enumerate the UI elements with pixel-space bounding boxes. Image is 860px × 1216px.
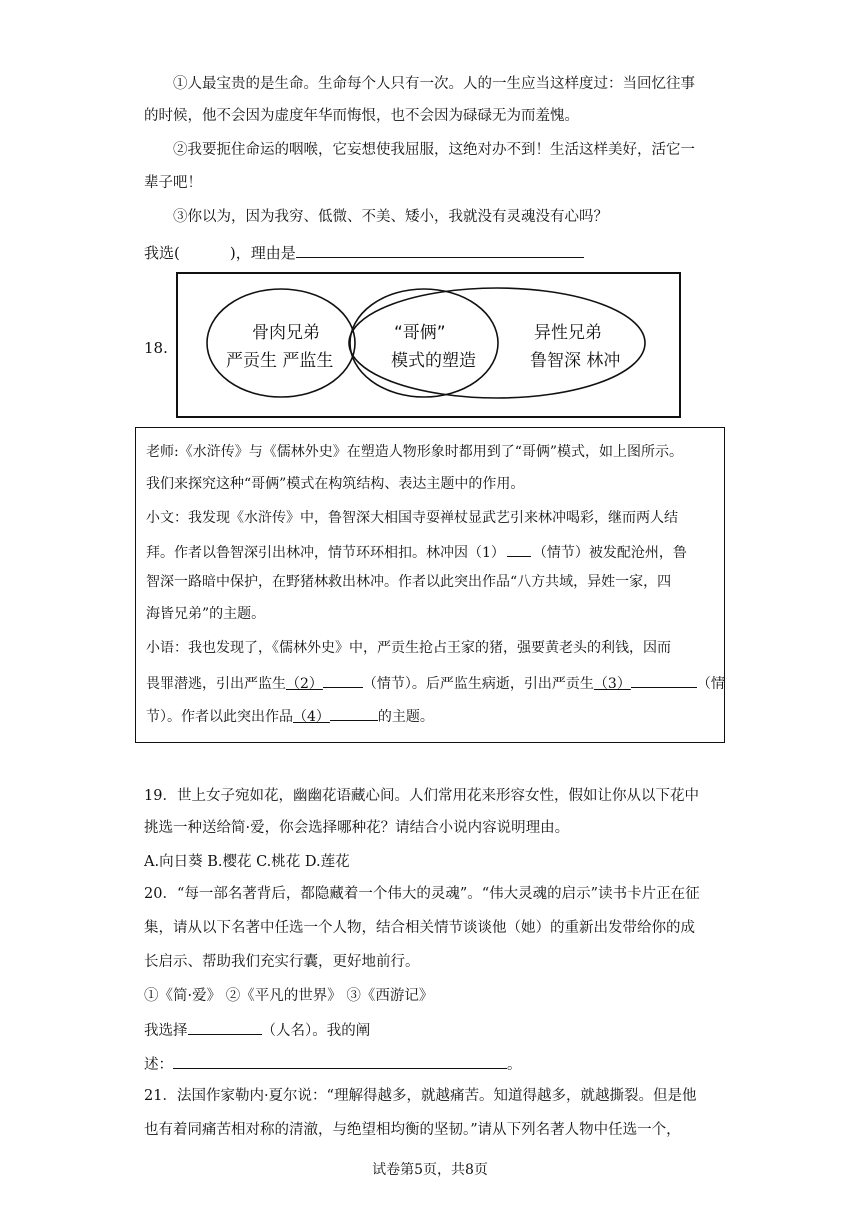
dialog-xiaoyu-line2 xyxy=(146,671,725,694)
dialog-xiaoyu-text-4: 节）。作者以此突出作品 xyxy=(146,709,293,725)
venn-right-ellipse xyxy=(349,288,645,398)
dialog-xiaowen-line2 xyxy=(146,540,687,563)
q20-statement-prefix: 述： xyxy=(144,1057,173,1073)
venn-right-title: 异性兄弟 xyxy=(534,323,602,343)
q20-line3: 长启示、帮助我们充实行囊，更好地前行。 xyxy=(144,954,420,970)
q17-option-1-line2: 的时候，他不会因为虚度年华而悔恨，也不会因为碌碌无为而羞愧。 xyxy=(144,108,579,124)
dialog-xiaoyu-text-2: （情节）。后严监生病逝，引出严贡生 xyxy=(362,676,594,692)
venn-center-title: “哥俩” xyxy=(394,323,446,343)
dialog-xiaowen-text: 拜。作者以鲁智深引出林冲，情节环环相扣。林冲因（1） xyxy=(146,545,505,561)
q20-choice-line xyxy=(144,1018,370,1041)
q20-statement-suffix: 。 xyxy=(507,1057,522,1073)
q17-choice-mid: )，理由是 xyxy=(229,244,296,262)
dialog-xiaoyu-text-3: （情 xyxy=(696,676,725,692)
q20-statement-blank[interactable] xyxy=(173,1052,507,1069)
venn-left-names: 严贡生 严监生 xyxy=(226,351,334,371)
q20-line2: 集，请从以下名著中任选一个人物，结合相关情节谈谈他（她）的重新出发带给你的成 xyxy=(144,920,695,936)
dialog-teacher-line2: 我们来探究这种“哥俩”模式在构筑结构、表达主题中的作用。 xyxy=(146,476,525,492)
q17-option-2-line1: ②我要扼住命运的咽喉，它妄想使我屈服，这绝对办不到！生活这样美好，活它一 xyxy=(173,142,695,158)
blank-1[interactable] xyxy=(507,540,531,557)
dialog-xiaoyu-text: 畏罪潜逃，引出严监生 xyxy=(146,676,286,692)
dialog-xiaoyu-text-5: 的主题。 xyxy=(377,709,434,725)
q17-option-3: ③你以为，因为我穷、低微、不美、矮小，我就没有灵魂没有心吗？ xyxy=(173,209,608,225)
q18-venn-frame xyxy=(176,272,681,418)
q20-name-blank[interactable] xyxy=(188,1018,262,1035)
q17-option-1-line1: ①人最宝贵的是生命。生命每个人只有一次。人的一生应当这样度过：当回忆往事 xyxy=(173,76,695,92)
blank-2[interactable] xyxy=(323,671,363,688)
q18-number: 18. xyxy=(144,339,168,357)
venn-left-ellipse xyxy=(207,289,355,397)
venn-center-subtitle: 模式的塑造 xyxy=(391,351,476,371)
venn-right-names: 鲁智深 林冲 xyxy=(530,351,621,371)
q21-line2: 也有着同痛苦相对称的清澈，与绝望相均衡的坚韧。”请从下列名著人物中任选一个， xyxy=(144,1122,681,1138)
q20-options: ①《简·爱》 ②《平凡的世界》 ③《西游记》 xyxy=(144,988,434,1004)
venn-center-ellipse xyxy=(350,289,498,397)
page-footer: 试卷第5页，共8页 xyxy=(372,1162,488,1178)
q21-line1: 21．法国作家勒内·夏尔说：“理解得越多，就越痛苦。知道得越多，就越撕裂。但是他 xyxy=(144,1088,697,1104)
q19-line2: 挑选一种送给简·爱，你会选择哪种花？请结合小说内容说明理由。 xyxy=(144,820,570,836)
blank-4-label: （4） xyxy=(293,709,330,725)
dialog-xiaowen-line4: 海皆兄弟”的主题。 xyxy=(146,606,266,622)
q20-choice-prefix: 我选择 xyxy=(144,1023,188,1039)
q19-options: A.向日葵 B.樱花 C.桃花 D.莲花 xyxy=(144,854,350,870)
q20-choice-suffix: （人名）。我的阐 xyxy=(261,1023,371,1039)
dialog-teacher-line1: 老师:《水浒传》与《儒林外史》在塑造人物形象时都用到了“哥俩”模式，如上图所示。 xyxy=(146,444,684,460)
dialog-xiaowen-line3: 智深一路暗中保护，在野猪林救出林冲。作者以此突出作品“八方共域，异姓一家，四 xyxy=(146,574,672,590)
q20-line1: 20．“每一部名著背后，都隐藏着一个伟大的灵魂”。“伟大灵魂的启示”读书卡片正在征 xyxy=(144,886,700,902)
venn-left-title: 骨肉兄弟 xyxy=(252,323,320,343)
q18-dialog-box xyxy=(135,427,725,743)
q17-choice-prefix: 我选( xyxy=(144,244,180,262)
blank-3-label: （3） xyxy=(593,676,631,692)
q19-line1: 19．世上女子宛如花，幽幽花语藏心间。人们常用花来形容女性，假如让你从以下花中 xyxy=(144,788,699,804)
blank-3[interactable] xyxy=(631,671,697,688)
q17-reason-blank[interactable] xyxy=(296,241,584,258)
q17-option-2-line2: 辈子吧！ xyxy=(144,175,202,191)
q20-statement-line xyxy=(144,1052,522,1075)
q18-venn-diagram xyxy=(178,274,679,416)
blank-2-label: （2） xyxy=(286,676,323,692)
dialog-xiaowen-line1: 小文：我发现《水浒传》中，鲁智深大相国寺耍禅杖显武艺引来林冲喝彩，继而两人结 xyxy=(146,510,678,526)
dialog-xiaoyu-line3 xyxy=(146,704,434,727)
dialog-xiaowen-text-after-blank: （情节）被发配沧州，鲁 xyxy=(532,545,687,561)
q17-choice-line xyxy=(144,241,584,263)
blank-4[interactable] xyxy=(330,704,378,721)
dialog-xiaoyu-line1: 小语：我也发现了，《儒林外史》中，严贡生抢占王家的猪，强要黄老头的利钱，因而 xyxy=(146,640,671,656)
